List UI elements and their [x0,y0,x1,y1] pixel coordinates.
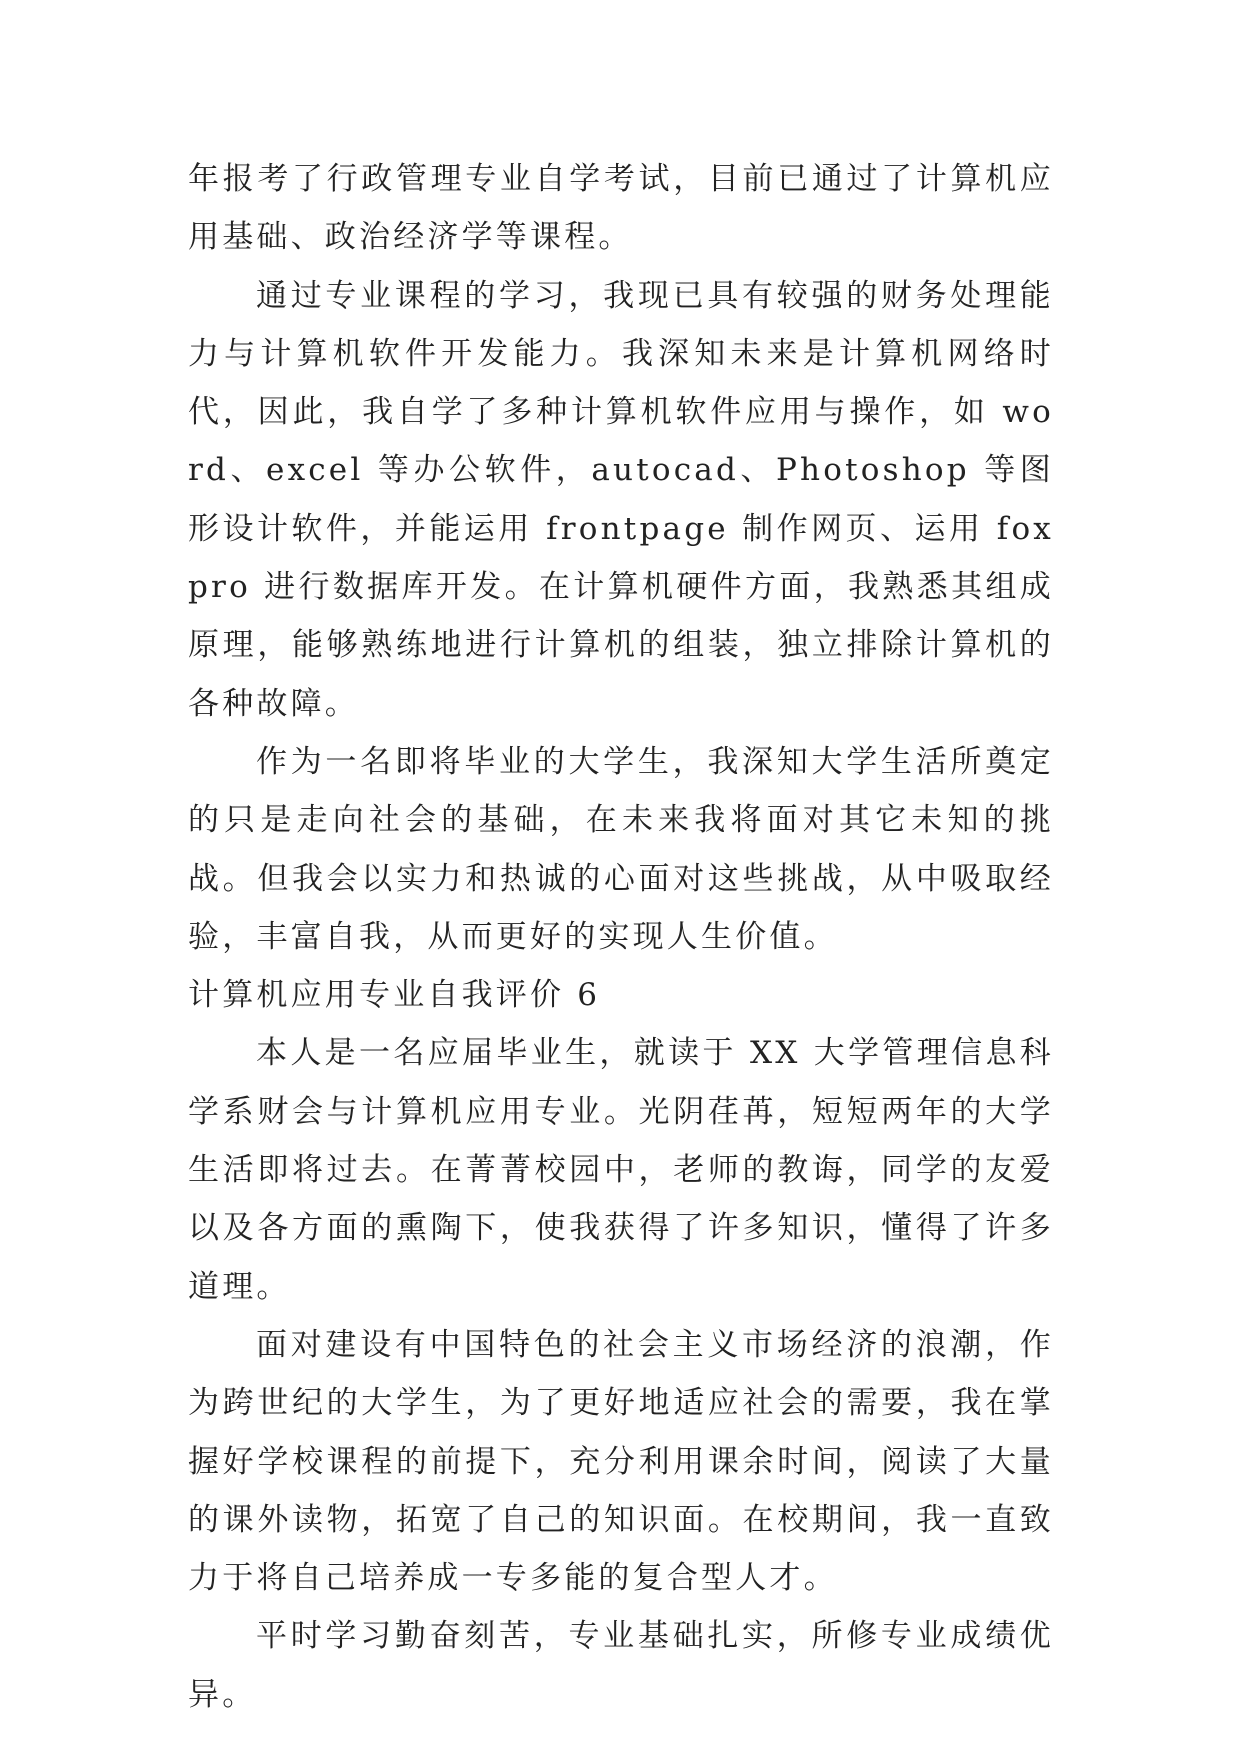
paragraph-skills: 通过专业课程的学习，我现已具有较强的财务处理能力与计算机软件开发能力。我深知未来是计算机网络时代，因此，我自学了多种计算机软件应用与操作，如 word、excel 等办公软件，autocad、Photoshop 等图形设计软件，并能运用 frontpage 制作网页、运用 foxpro 进行数据库开发。在计算机硬件方面，我熟悉其组成原理，能够熟练地进行计算机的组装，独立排除计算机的各种故障。 [188,277,1054,722]
paragraph-continuation: 年报考了行政管理专业自学考试，目前已通过了计算机应用基础、政治经济学等课程。 [188,161,1054,256]
paragraph-outlook: 作为一名即将毕业的大学生，我深知大学生活所奠定的只是走向社会的基础，在未来我将面对其它未知的挑战。但我会以实力和热诚的心面对这些挑战，从中吸取经验，丰富自我，从而更好的实现人生价值。 [188,743,1054,955]
document-page [188,150,1054,1724]
paragraph-intro: 本人是一名应届毕业生，就读于 XX 大学管理信息科学系财会与计算机应用专业。光阴荏苒，短短两年的大学生活即将过去。在菁菁校园中，老师的教诲，同学的友爱以及各方面的熏陶下，使我获得了许多知识，懂得了许多道理。 [188,1035,1054,1305]
section-heading: 计算机应用专业自我评价 6 [188,977,601,1014]
paragraph-development: 面对建设有中国特色的社会主义市场经济的浪潮，作为跨世纪的大学生，为了更好地适应社会的需要，我在掌握好学校课程的前提下，充分利用课余时间，阅读了大量的课外读物，拓宽了自己的知识面。在校期间，我一直致力于将自己培养成一专多能的复合型人才。 [188,1326,1054,1597]
paragraph-study: 平时学习勤奋刻苦，专业基础扎实，所修专业成绩优异。 [188,1618,1054,1713]
